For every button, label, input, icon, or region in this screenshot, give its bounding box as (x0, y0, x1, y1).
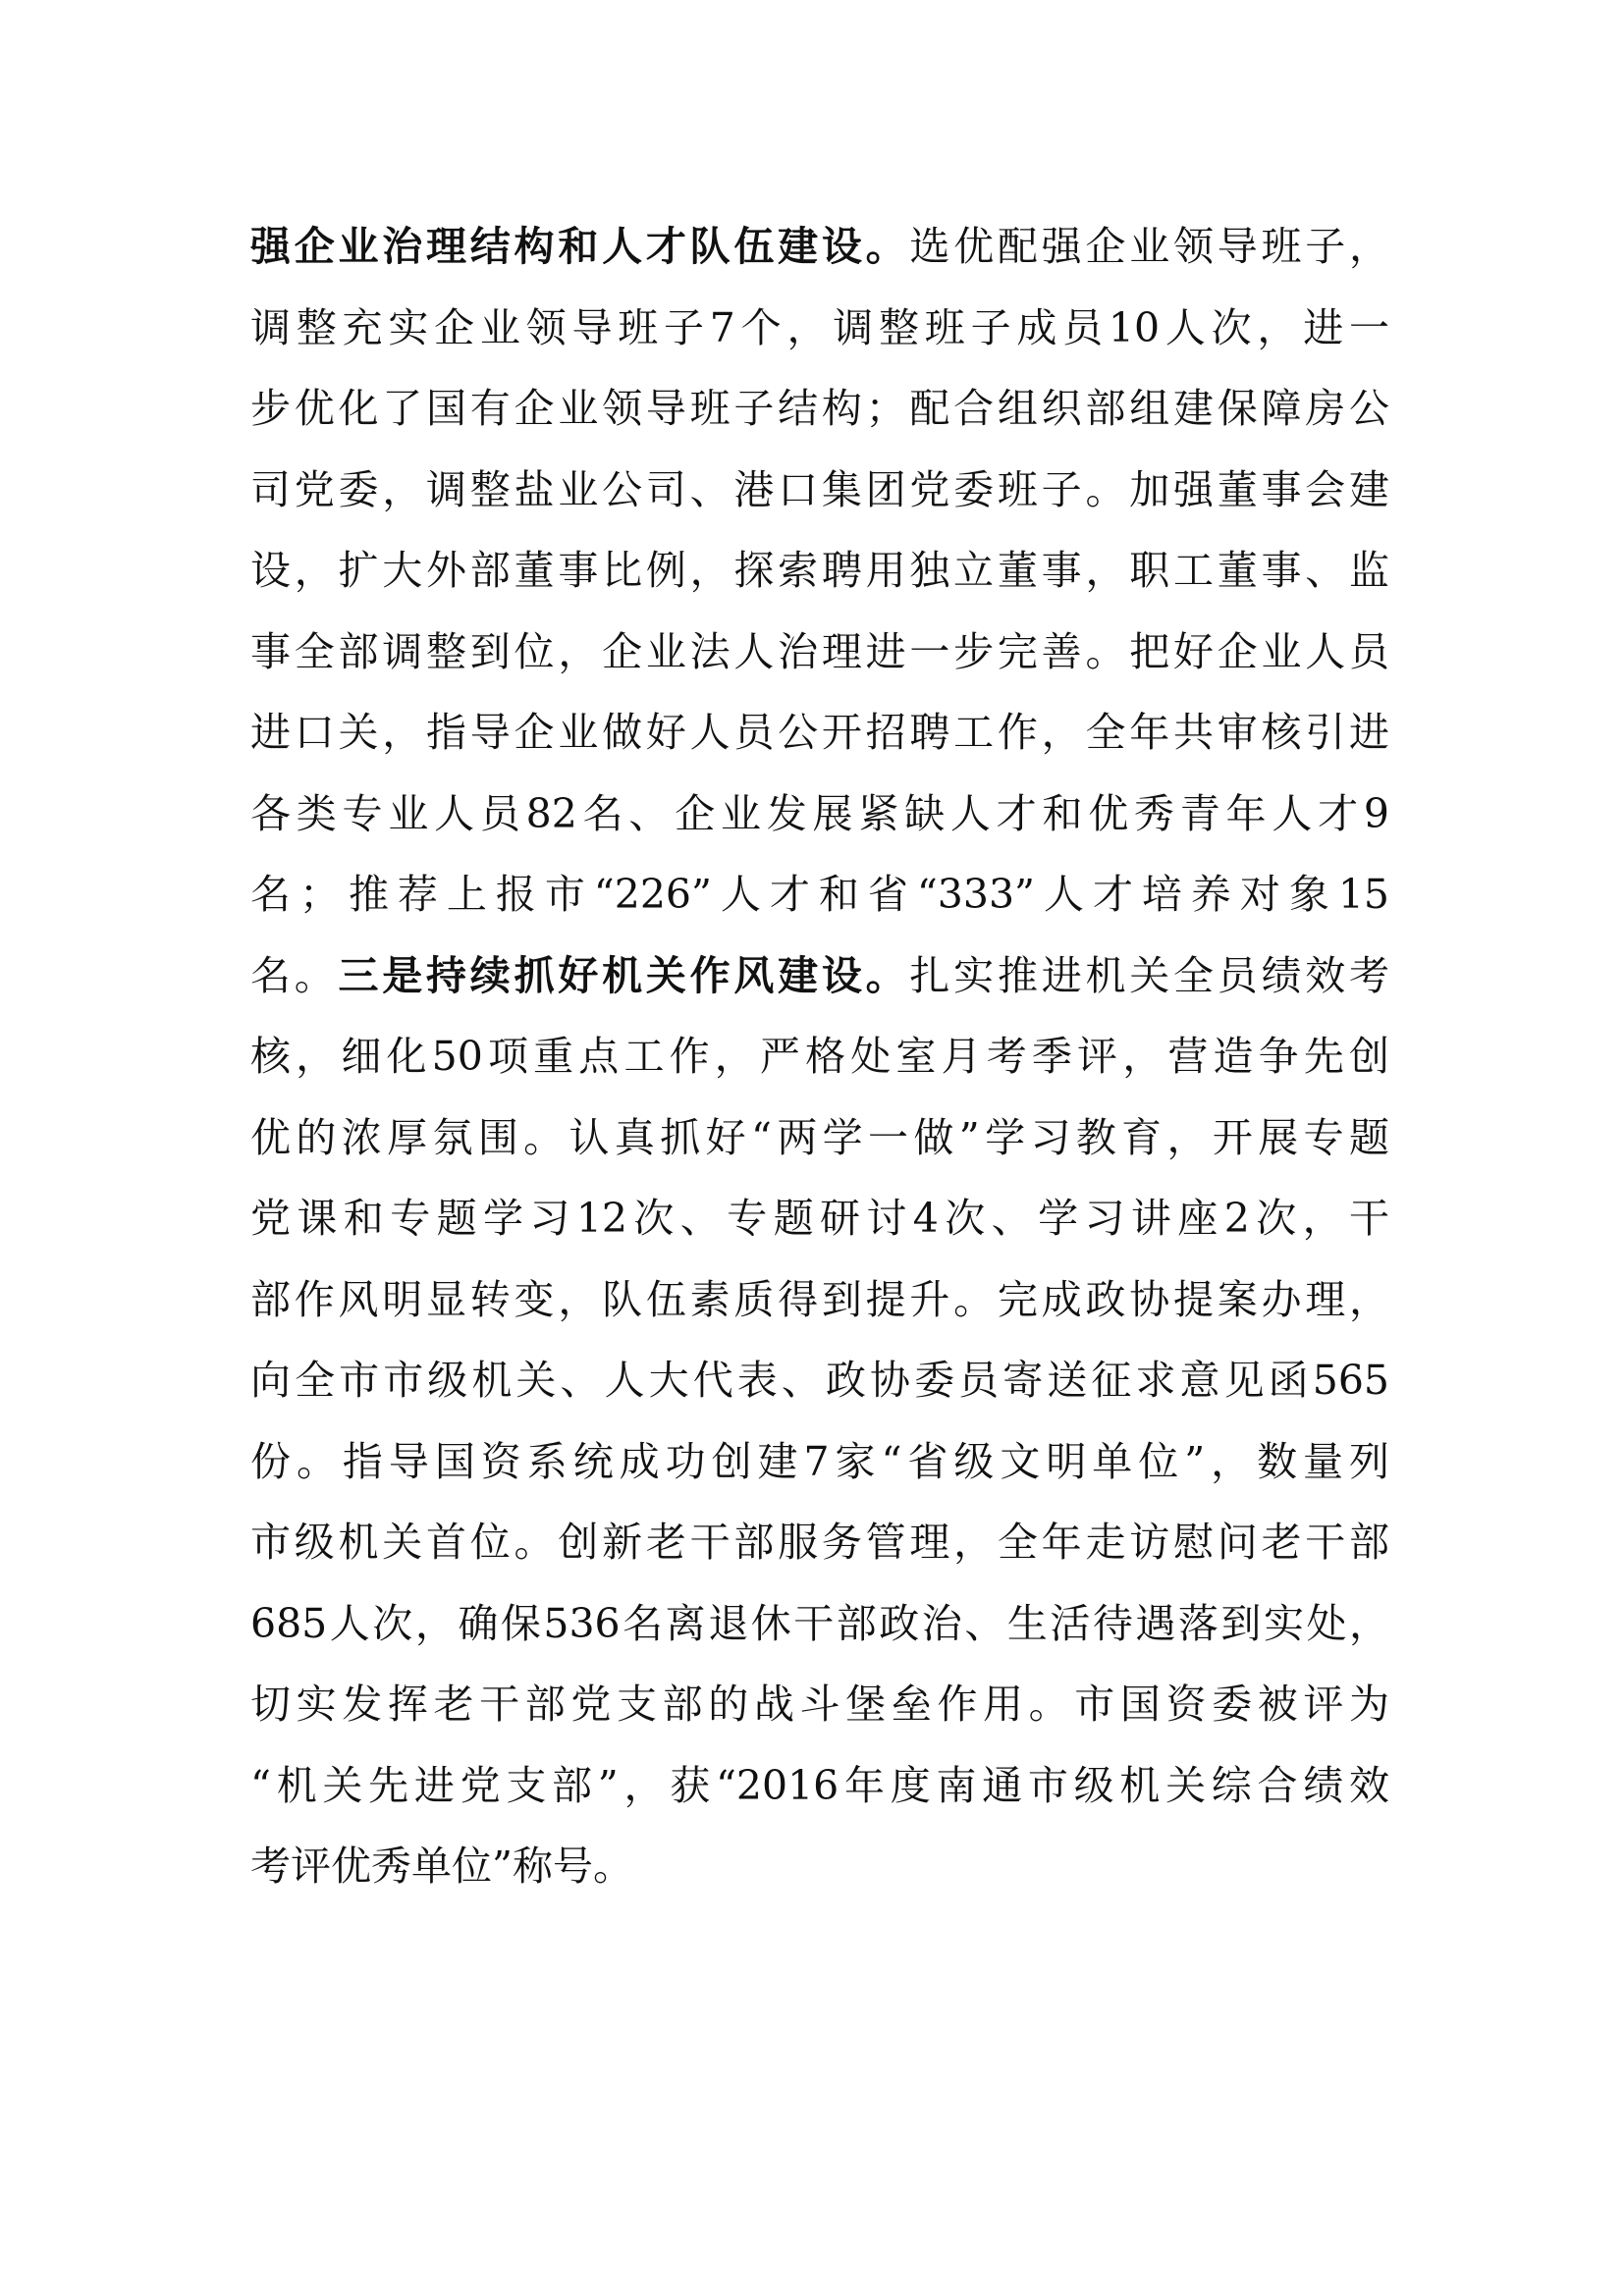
body-text-segment: 司党委，调整盐业公司、港口集团党委班子。加强董事会建 (250, 465, 1389, 513)
body-text-segment: 选优配强企业领导班子， (909, 223, 1390, 270)
text-line (250, 692, 1389, 774)
body-text (250, 206, 1389, 1907)
bold-heading-text: 三是持续抓好机关作风建设。 (338, 951, 910, 999)
text-line (250, 1583, 1389, 1665)
body-text-segment: 事全部调整到位，企业法人治理进一步完善。把好企业人员 (250, 627, 1389, 675)
text-line (250, 774, 1389, 855)
body-text-segment: 切实发挥老干部党支部的战斗堡垒作用。市国资委被评为 (250, 1681, 1389, 1728)
body-text-segment: 向全市市级机关、人大代表、政协委员寄送征求意见函565 (250, 1357, 1389, 1404)
body-text-segment: 核，细化50项重点工作，严格处室月考季评，营造争先创 (250, 1033, 1389, 1080)
text-line (250, 1502, 1389, 1583)
text-line (250, 1340, 1389, 1421)
text-line (250, 1664, 1389, 1745)
text-line (250, 1745, 1389, 1827)
body-text-segment: 优的浓厚氛围。认真抓好“两学一做”学习教育，开展专题 (250, 1113, 1389, 1161)
text-line (250, 450, 1389, 531)
text-line (250, 1016, 1389, 1097)
body-text-segment: 685人次，确保536名离退休干部政治、生活待遇落到实处， (250, 1599, 1389, 1647)
text-line (250, 206, 1389, 288)
text-line (250, 530, 1389, 612)
text-line (250, 935, 1389, 1017)
text-line (250, 854, 1389, 935)
body-text-segment: 考评优秀单位”称号。 (250, 1842, 633, 1890)
body-text-segment: 各类专业人员82名、企业发展紧缺人才和优秀青年人才9 (250, 789, 1389, 837)
body-text-segment: 扎实推进机关全员绩效考 (909, 951, 1390, 999)
body-text-segment: “机关先进党支部”，获“2016年度南通市级机关综合绩效 (250, 1761, 1389, 1809)
body-text-segment: 步优化了国有企业领导班子结构；配合组织部组建保障房公 (250, 385, 1389, 432)
body-text-segment: 名。 (250, 951, 339, 999)
body-text-segment: 份。指导国资系统成功创建7家“省级文明单位”，数量列 (250, 1437, 1389, 1485)
text-line (250, 612, 1389, 693)
body-text-segment: 党课和专题学习12次、专题研讨4次、学习讲座2次，干 (250, 1195, 1389, 1242)
body-text-segment: 部作风明显转变，队伍素质得到提升。完成政协提案办理， (250, 1275, 1389, 1323)
body-text-segment: 市级机关首位。创新老干部服务管理，全年走访慰问老干部 (250, 1519, 1389, 1566)
body-text-segment: 进口关，指导企业做好人员公开招聘工作，全年共审核引进 (250, 709, 1389, 756)
body-text-segment: 调整充实企业领导班子7个，调整班子成员10人次，进一 (250, 303, 1389, 351)
text-line (250, 1097, 1389, 1179)
body-text-segment: 名；推荐上报市“226”人才和省“333”人才培养对象15 (250, 871, 1389, 918)
text-line (250, 288, 1389, 369)
body-text-segment: 设，扩大外部董事比例，探索聘用独立董事，职工董事、监 (250, 547, 1389, 594)
text-line (250, 1178, 1389, 1259)
text-line (250, 368, 1389, 450)
text-line (250, 1421, 1389, 1503)
text-line (250, 1259, 1389, 1341)
text-line (250, 1826, 1389, 1907)
bold-heading-text: 强企业治理结构和人才队伍建设。 (250, 223, 910, 270)
